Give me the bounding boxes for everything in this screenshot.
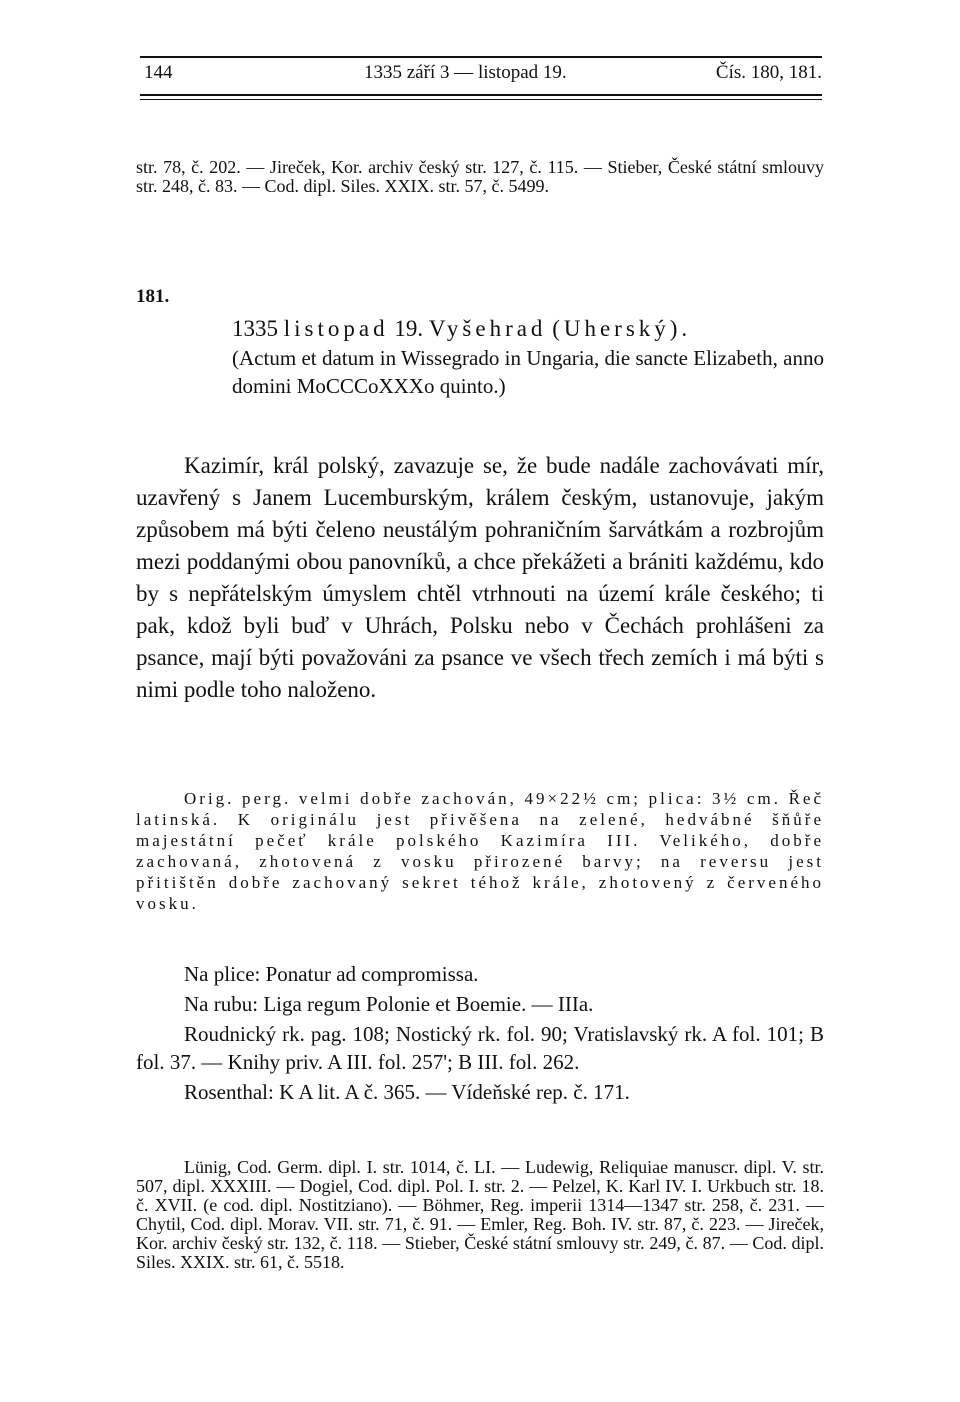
heading-day: 19. — [394, 316, 424, 341]
regest-paragraph: Kazimír, král polský, zavazuje se, že bude nadále zachovávati mír, uzavřený s Janem Lucemburským, králem českým, ustanovuje, jakým způsobem má býti čeleno neustálým pohraničním šarvátkám a rozbrojům mezi poddanými obou panovníků, a chce překážeti a brániti každému, kdo by s nepřátelským úmyslem chtěl vtrhnouti na území krále českého; ti pak, kdož byli buď v Uhrách, Polsku nebo v Čechách prohlášeni za psance, mají býti považováni za psance ve všech třech zemích i má býti s nimi podle toho naloženo. — [136, 453, 824, 702]
page-number: 144 — [144, 62, 173, 83]
note-copies: Roudnický rk. pag. 108; Nostický rk. fol. 90; Vratislavský rk. A fol. 101; B fol. 37. — Knihy priv. A III. fol. 257'; B III. fol. 262. — [136, 1022, 824, 1074]
document-heading — [232, 314, 824, 400]
header-rule-thick — [140, 94, 822, 96]
heading-year: 1335 — [232, 316, 278, 341]
date-place-line — [232, 314, 824, 344]
note-plica: Na plice: Ponatur ad compromissa. — [184, 962, 479, 986]
note-rubu: Na rubu: Liga regum Polonie et Boemie. — IIIa. — [184, 992, 594, 1016]
header-top-rule — [140, 56, 822, 58]
heading-place-note: (Uherský). — [552, 316, 692, 341]
actum-datum: (Actum et datum in Wissegrado in Ungaria, die sancte Elizabeth, anno domini MoCCCoXXXo quinto.) — [232, 346, 824, 398]
document-number: 181. — [136, 286, 170, 307]
archival-notes — [136, 960, 824, 1106]
original-description: Orig. perg. velmi dobře zachován, 49×22½ cm; plica: 3½ cm. Řeč latinská. K originálu jest přivěšena na zelené, hedvábné šňůře majestátní pečeť krále polského Kazimíra III. Velikého, dobře zachovaná, zhotovená z vosku přirozené barvy; na reversu jest přitištěn dobře zachovaný sekret téhož krále, zhotovený z červeného vosku. — [136, 789, 824, 913]
literature-references: Lünig, Cod. Germ. dipl. I. str. 1014, č. LI. — Ludewig, Reliquiae manuscr. dipl. V. str. 507, dipl. XXXIII. — Dogiel, Cod. dipl. Pol. I. str. 2. — Pelzel, K. Karl IV. I. Urkbuch str. 18. č. XVII. (e cod. dipl. Nostitziano). — Böhmer, Reg. imperii 1314—1347 str. 258, č. 231. — Chytil, Cod. dipl. Morav. VII. str. 71, č. 91. — Emler, Reg. Boh. IV. str. 87, č. 223. — Jireček, Kor. archiv český str. 132, č. 118. — Stieber, České státní smlouvy str. 249, č. 87. — Cod. dipl. Siles. XXIX. str. 61, č. 5518. — [136, 1157, 824, 1272]
previous-document-references: str. 78, č. 202. — Jireček, Kor. archiv český str. 127, č. 115. — Stieber, České státní smlouvy str. 248, č. 83. — Cod. dipl. Siles. XXIX. str. 57, č. 5499. — [136, 157, 824, 196]
date-range: 1335 září 3 — listopad 19. — [364, 62, 567, 83]
running-header — [140, 62, 822, 90]
document-numbers: Čís. 180, 181. — [715, 62, 822, 83]
note-rosenthal: Rosenthal: K A lit. A č. 365. — Vídeňské rep. č. 171. — [184, 1080, 630, 1104]
heading-place: Vyšehrad — [428, 316, 547, 341]
heading-month: listopad — [283, 316, 389, 341]
header-rule-thin — [140, 99, 822, 100]
